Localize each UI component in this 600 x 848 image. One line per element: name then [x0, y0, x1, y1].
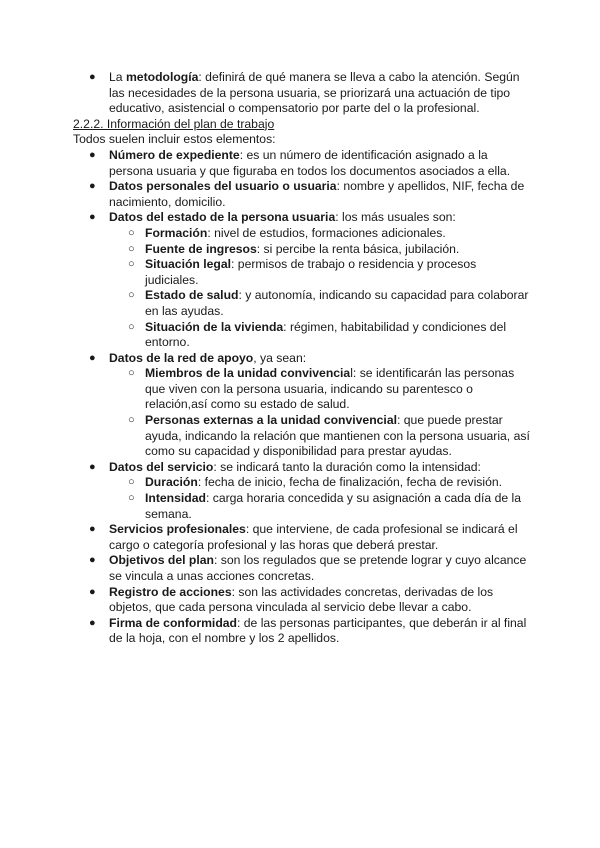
item-text: : los más usuales son:: [335, 210, 456, 225]
sub-list-item: [73, 320, 533, 351]
item-term: Formación: [145, 225, 208, 240]
item-prefix: La: [109, 70, 126, 84]
item-text: : es un número de identificación asignado a la persona usuaria y que figuraba en todos los documentos asociados a ella.: [109, 147, 511, 178]
item-term: Intensidad: [145, 491, 206, 506]
item-text: : de las personas participantes, que deberán ir al final de la hoja, con el nombre y los 2 apellidos.: [109, 615, 527, 646]
list-item: [73, 148, 533, 179]
item-term: Datos de la red de apoyo: [109, 350, 254, 365]
sub-list-item: [73, 288, 533, 319]
item-text: : nombre y apellidos, NIF, fecha de nacimiento, domicilio.: [109, 179, 525, 209]
bullet-hollow-icon: ○: [128, 258, 135, 271]
item-term: Situación de la vivienda: [145, 319, 284, 334]
item-text: : definirá de qué manera se lleva a cabo la atención. Según las necesidades de la persona usuaria, se priorizará una actuación de tipo educativo, asistencial o compensatorio por parte del o la profesional.: [109, 70, 520, 116]
list-item-metodologia: [73, 70, 533, 117]
item-term: Miembros de la unidad convivencia: [145, 366, 351, 381]
item-term: Registro de acciones: [109, 584, 232, 599]
bullet-filled-icon: ●: [89, 71, 96, 83]
item-term: Datos personales del usuario o usuaria: [109, 179, 337, 194]
item-text: : son los regulados que se pretende lograr y cuyo alcance se vincula a unas acciones concretas.: [109, 553, 527, 583]
bullet-filled-icon: ●: [89, 180, 96, 193]
list-item: [73, 351, 533, 367]
list-item: [73, 522, 533, 553]
item-term: Duración: [145, 475, 198, 490]
bullet-filled-icon: ●: [89, 616, 96, 629]
bullet-filled-icon: ●: [89, 585, 96, 598]
item-text: : si percibe la renta básica, jubilación.: [256, 241, 460, 256]
bullet-filled-icon: ●: [89, 148, 96, 161]
item-text: : fecha de inicio, fecha de finalización, fecha de revisión.: [197, 475, 503, 490]
bullet-hollow-icon: ○: [128, 320, 135, 333]
item-term: Estado de salud: [145, 288, 239, 303]
bullet-filled-icon: ●: [89, 351, 96, 364]
section-heading: 2.2.2. Información del plan de trabajo: [73, 116, 275, 131]
item-term: Situación legal: [145, 257, 232, 272]
list-item: [73, 616, 533, 647]
bullet-hollow-icon: ○: [128, 492, 135, 505]
item-text: : y autonomía, indicando su capacidad para colaborar en las ayudas.: [145, 288, 529, 318]
item-term: Número de expediente: [109, 147, 240, 162]
list-item: [73, 553, 533, 584]
section-intro: Todos suelen incluir estos elementos:: [73, 132, 276, 147]
bullet-filled-icon: ●: [89, 460, 96, 473]
sub-list-item: [73, 366, 533, 413]
item-text: : que interviene, de cada profesional se indicará el cargo o categoría profesional y las horas que deberá prestar.: [109, 522, 518, 552]
item-text: : carga horaria concedida y su asignación a cada día de la semana.: [145, 491, 522, 521]
bullet-hollow-icon: ○: [128, 226, 135, 239]
sub-list-item: [73, 491, 533, 522]
bullet-filled-icon: ●: [89, 211, 96, 224]
item-text: : permisos de trabajo o residencia y procesos judiciales.: [145, 257, 477, 287]
item-term: Fuente de ingresos: [145, 241, 257, 256]
list-item: [73, 460, 533, 476]
bullet-filled-icon: ●: [89, 523, 96, 536]
item-text: : régimen, habitabilidad y condiciones del entorno.: [145, 319, 507, 350]
list-item: [73, 585, 533, 616]
document-page: [73, 70, 533, 647]
item-term: Firma de conformidad: [109, 615, 237, 630]
item-term: Datos del servicio: [109, 459, 214, 474]
sub-list-item: [73, 257, 533, 288]
bullet-filled-icon: ●: [89, 554, 96, 567]
bullet-hollow-icon: ○: [128, 476, 135, 489]
item-term: Servicios profesionales: [109, 522, 246, 537]
list-item: [73, 210, 533, 226]
item-text: : son las actividades concretas, derivadas de los objetos, que cada persona vinculada al servicio debe llevar a cabo.: [109, 584, 494, 615]
item-term: Objetivos del plan: [109, 553, 214, 568]
sub-list-item: [73, 475, 533, 491]
item-text: l: se identificarán las personas que viven con la persona usuaria, indicando su parentesco o relación,así como su estado de salud.: [145, 366, 515, 412]
item-term: Datos del estado de la persona usuaria: [109, 210, 336, 225]
bullet-hollow-icon: ○: [128, 414, 135, 427]
bullet-hollow-icon: ○: [128, 242, 135, 255]
list-item: [73, 179, 533, 210]
bullet-hollow-icon: ○: [128, 289, 135, 302]
sub-list-item: [73, 413, 533, 460]
item-term: Personas externas a la unidad convivencial: [145, 413, 397, 428]
item-text: : que puede prestar ayuda, indicando la relación que mantienen con la persona usuaria, así como su capacidad y disponibilidad para prestar ayudas.: [145, 413, 530, 459]
sub-list-item: [73, 226, 533, 242]
bullet-hollow-icon: ○: [128, 367, 135, 380]
item-text: , ya sean:: [253, 350, 307, 365]
item-text: : se indicará tanto la duración como la intensidad:: [213, 459, 481, 474]
sub-list-item: [73, 242, 533, 258]
item-term: metodología: [125, 70, 199, 84]
item-text: : nivel de estudios, formaciones adicionales.: [207, 225, 446, 240]
